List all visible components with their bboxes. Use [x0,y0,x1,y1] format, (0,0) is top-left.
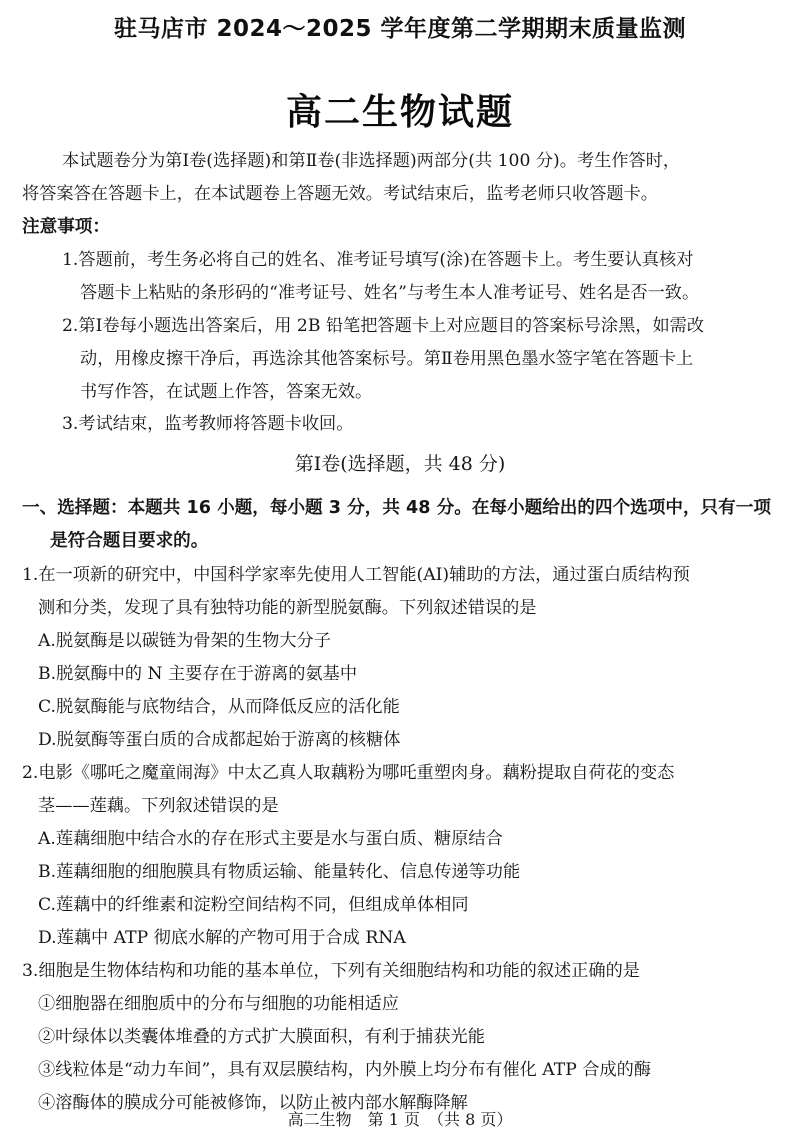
question-2-option-b: B.莲藕细胞的细胞膜具有物质运输、能量转化、信息传递等功能 [38,862,521,882]
part-instructions-line-2: 是符合题目要求的。 [50,531,209,551]
notice-heading: 注意事项： [22,217,110,237]
question-3-statement-4: ④溶酶体的膜成分可能被修饰，以防止被内部水解酶降解 [38,1093,468,1113]
question-1-option-c: C.脱氨酶能与底物结合，从而降低反应的活化能 [38,697,400,717]
question-3-statement-1: ①细胞器在细胞质中的分布与细胞的功能相适应 [38,994,399,1014]
section-title: 第Ⅰ卷(选择题，共 48 分) [294,453,506,475]
notice-item-2: 2.第Ⅰ卷每小题选出答案后，用 2B 铅笔把答题卡上对应题目的答案标号涂黑，如需改 [62,316,705,336]
page-footer: 高二生物 第 1 页 （共 8 页） [287,1110,513,1129]
question-2-stem-cont: 茎——莲藕。下列叙述错误的是 [38,796,279,816]
exam-title: 高二生物试题 [285,91,514,133]
notice-item-1-cont: 答题卡上粘贴的条形码的“准考证号、姓名”与考生本人准考证号、姓名是否一致。 [80,283,700,303]
notice-item-2-cont2: 书写作答，在试题上作答，答案无效。 [80,382,373,402]
question-1-option-a: A.脱氨酶是以碳链为骨架的生物大分子 [38,631,331,651]
question-2-option-a: A.莲藕细胞中结合水的存在形式主要是水与蛋白质、糖原结合 [38,829,503,849]
question-2-option-d: D.莲藕中 ATP 彻底水解的产物可用于合成 RNA [38,928,406,948]
question-2-option-c: C.莲藕中的纤维素和淀粉空间结构不同，但组成单体相同 [38,895,469,915]
notice-item-2-cont: 动，用橡皮擦干净后，再选涂其他答案标号。第Ⅱ卷用黑色墨水签字笔在答题卡上 [80,349,694,369]
notice-item-3: 3.考试结束，监考教师将答题卡收回。 [62,414,354,434]
question-3-stem: 3.细胞是生物体结构和功能的基本单位，下列有关细胞结构和功能的叙述正确的是 [22,961,640,981]
intro-line-2: 将答案答在答题卡上，在本试题卷上答题无效。考试结束后，监考老师只收答题卡。 [22,184,658,204]
part-instructions-line-1: 一、选择题：本题共 16 小题，每小题 3 分，共 48 分。在每小题给出的四个选项中，只有一项 [22,498,771,518]
question-1-option-b: B.脱氨酶中的 N 主要存在于游离的氨基中 [38,664,358,684]
question-3-statement-3: ③线粒体是“动力车间”，具有双层膜结构，内外膜上均分布有催化 ATP 合成的酶 [38,1060,652,1080]
question-3-statement-2: ②叶绿体以类囊体堆叠的方式扩大膜面积，有利于捕获光能 [38,1027,485,1047]
notice-item-1: 1.答题前，考生务必将自己的姓名、准考证号填写(涂)在答题卡上。考生要认真核对 [62,250,694,270]
exam-header: 驻马店市 2024～2025 学年度第二学期期末质量监测 [113,16,687,42]
question-1-stem-cont: 测和分类，发现了具有独特功能的新型脱氨酶。下列叙述错误的是 [38,598,537,618]
question-1-option-d: D.脱氨酶等蛋白质的合成都起始于游离的核糖体 [38,730,401,750]
intro-line-1: 本试题卷分为第Ⅰ卷(选择题)和第Ⅱ卷(非选择题)两部分(共 100 分)。考生作答时， [62,151,681,171]
question-1-stem: 1.在一项新的研究中，中国科学家率先使用人工智能(AI)辅助的方法，通过蛋白质结构预 [22,565,690,585]
question-2-stem: 2.电影《哪吒之魔童闹海》中太乙真人取藕粉为哪吒重塑肉身。藕粉提取自荷花的变态 [22,763,675,783]
